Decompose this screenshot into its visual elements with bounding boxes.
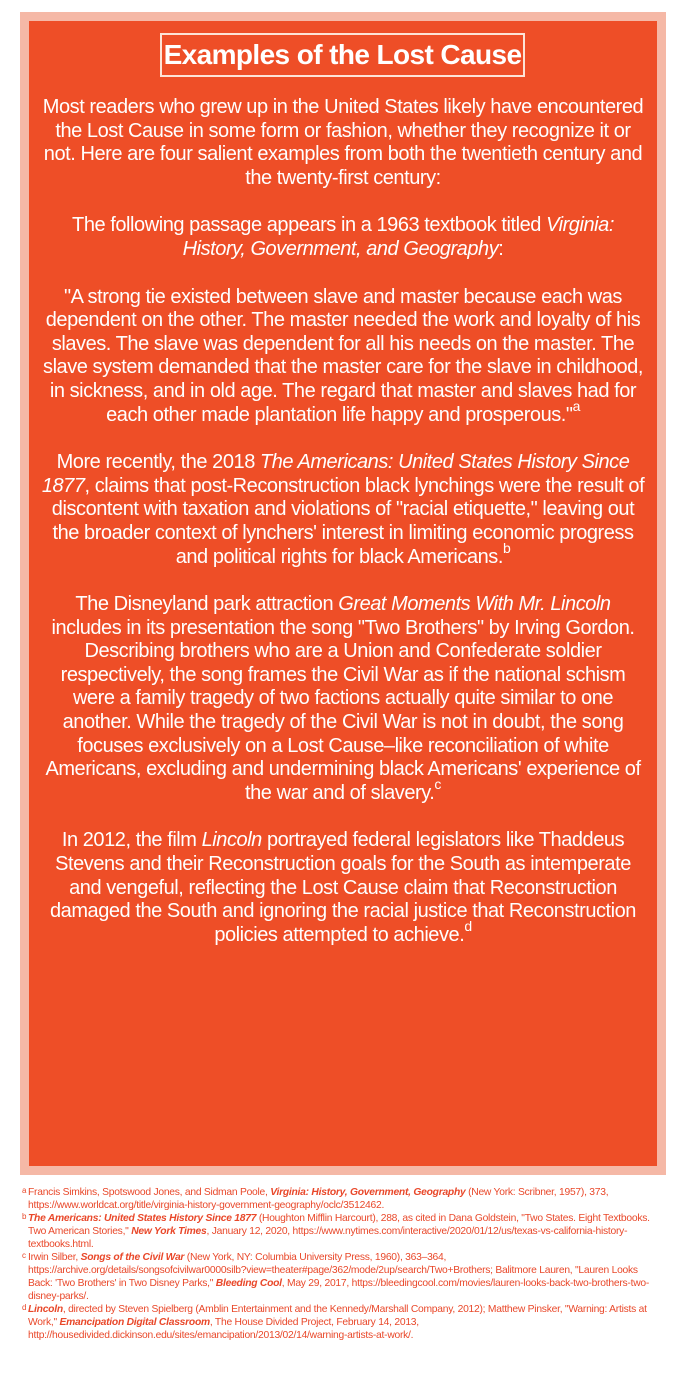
example-2-paragraph: More recently, the 2018 The Americans: United States History Since 1877, claims that post-Reconstruction black lynchings were the result of discontent with taxation and violations of "racial etiquette," leaving out the broader context of lynchers' interest in limiting economic progress and political rights for black Americans.$^b$ [41, 451, 645, 568]
footnote: c Irwin Silber, Songs of the Civil War (New York, NY: Columbia University Press, 1960), 363–364, https://archive.org/details/songsofcivilwar0000silb?view=theater#page/362/mode/2up/search/Two+Brothers; Balitmore Lauren, "Lauren Looks Back: 'Two Brothers' in Two Disney Parks," Bleeding Cool, May 29, 2017, https://bleedingcool.com/movies/lauren-looks-back-two-brothers-two-disney-parks/. [22, 1251, 650, 1302]
footnote-marker: b [502, 539, 511, 556]
sidebar-box [29, 21, 657, 1166]
footnote-marker: a [572, 397, 580, 414]
footnote: d Lincoln, directed by Steven Spielberg (Amblin Entertainment and the Kennedy/Marshall Company, 2012); Matthew Pinsker, "Warning: Artists at Work," Emancipation Digital Classroom, The House Divided Project, February 14, 2013, http://housedivided.dickinson.edu/sites/emancipation/2013/02/14/warning-artists-at-work/. [22, 1303, 647, 1341]
example-1-intro: The following passage appears in a 1963 textbook titled Virginia: History, Government, and Geography: [72, 214, 614, 260]
box-title: Examples of the Lost Cause [160, 33, 525, 77]
book-title: The Americans: United States History Since 1877 [41, 451, 630, 497]
footnote: a Francis Simkins, Spotswood Jones, and Sidman Poole, Virginia: History, Government, Geography (New York: Scribner, 1957), 373, https://www.worldcat.org/title/virginia-history-government-geography/oclc/3512462. [22, 1186, 609, 1211]
example-3-paragraph: The Disneyland park attraction Great Moments With Mr. Lincoln includes in its presentation the song "Two Brothers" by Irving Gordon. Describing brothers who are a Union and Confederate soldier respectively, the song frames the Civil War as if the national schism were a family tragedy of two factions actually quite similar to one another. While the tragedy of the Civil War is not in doubt, the song focuses exclusively on a Lost Cause–like reconciliation of white Americans, excluding and undermining black Americans' experience of the war and of slavery.$^c$ [45, 593, 641, 804]
intro-paragraph: Most readers who grew up in the United States likely have encountered the Lost Cause in some form or fashion, whether they recognize it or not. Here are four salient examples from both the twentieth century and the twenty-first century: [42, 96, 644, 189]
footnote-mark: c [22, 1251, 26, 1260]
example-4-paragraph: In 2012, the film Lincoln portrayed federal legislators like Thaddeus Stevens and their Reconstruction goals for the South as intemperate and vengeful, reflecting the Lost Cause claim that Reconstruction damaged the South and ignoring the racial justice that Reconstruction policies attempted to achieve.$^d$ [49, 829, 636, 946]
example-1-quote: "A strong tie existed between slave and master because each was dependent on the other. The master needed the work and loyalty of his slaves. The slave was dependent for all his needs on the master. The slave system demanded that the master care for the slave in childhood, in sickness, and in old age. The regard that master and slaves had for each other made plantation life happy and prosperous."$^a$ [43, 285, 643, 426]
footnote-marker: d [464, 918, 472, 935]
footnote: b The Americans: United States History Since 1877 (Houghton Mifflin Harcourt), 288, as cited in Dana Goldstein, "Two States. Eight Textbooks. Two American Stories," New York Times, January 12, 2020, https://www.nytimes.com/interactive/2020/01/12/us/texas-vs-california-history-textbooks.html. [22, 1212, 650, 1250]
box-body [39, 96, 647, 947]
film-title: Lincoln [201, 829, 262, 852]
footnote-marker: c [434, 776, 441, 793]
book-title: Virginia: History, Government, and Geography [182, 214, 614, 260]
attraction-title: Great Moments With Mr. Lincoln [338, 593, 611, 616]
footnotes [22, 1186, 662, 1342]
footnote-mark: b [22, 1212, 27, 1221]
footnote-mark: d [22, 1303, 27, 1312]
footnote-mark: a [22, 1186, 27, 1195]
